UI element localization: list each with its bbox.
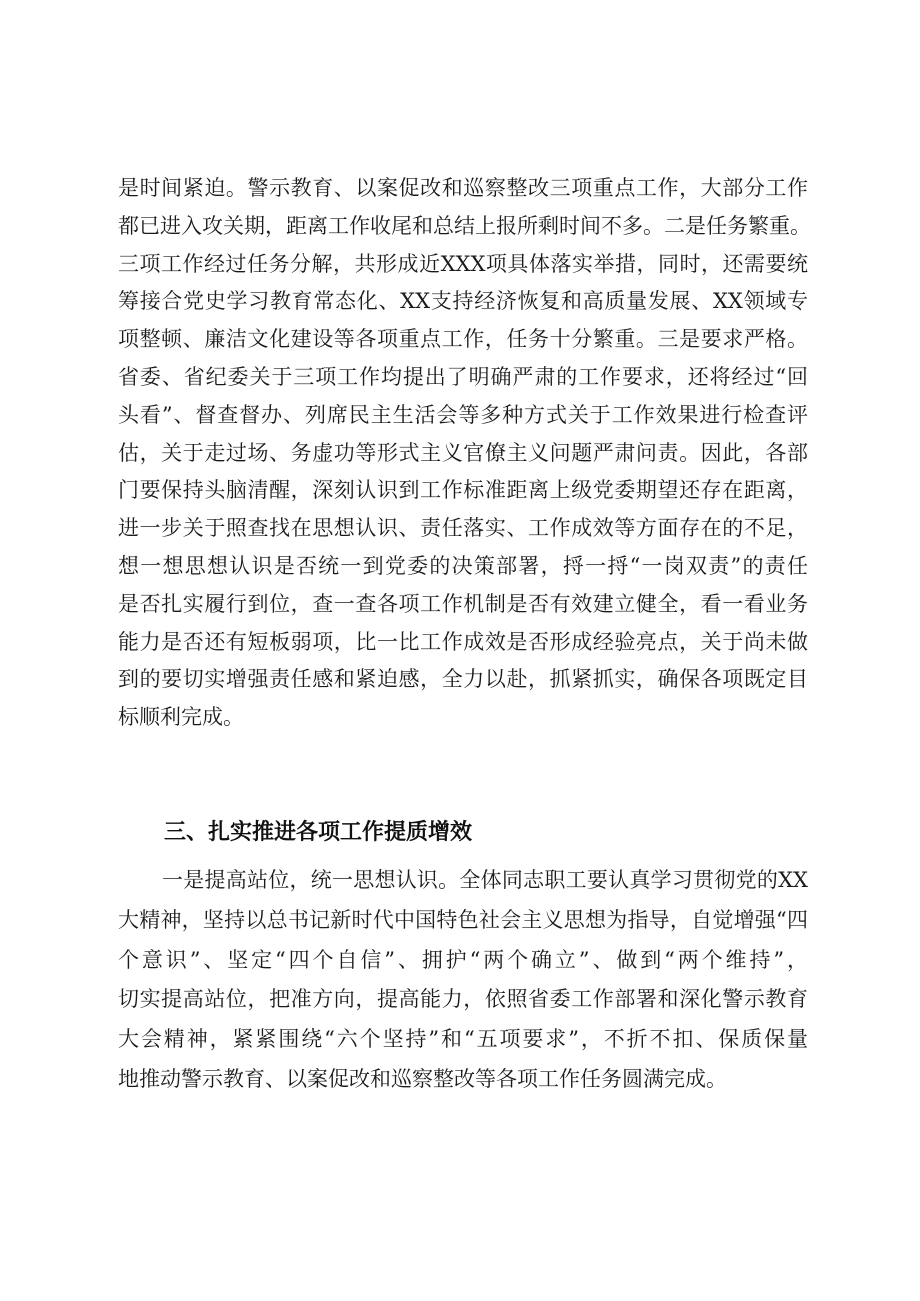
paragraph-line: 项整顿、廉洁文化建设等各项重点工作，任务十分繁重。三是要求严格。 <box>118 327 808 352</box>
paragraph-line: 都已进入攻关期，距离工作收尾和总结上报所剩时间不多。二是任务繁重。 <box>118 213 811 238</box>
paragraph-line: 是否扎实履行到位，查一查各项工作机制是否有效建立健全，看一看业务 <box>118 591 808 616</box>
paragraph-line: 估，关于走过场、务虚功等形式主义官僚主义问题严肃问责。因此，各部 <box>118 440 808 465</box>
paragraph-line: 能力是否还有短板弱项，比一比工作成效是否形成经验亮点，关于尚未做 <box>118 629 808 654</box>
section-heading: 三、扎实推进各项工作提质增效 <box>164 820 473 845</box>
paragraph-line: 大精神，坚持以总书记新时代中国特色社会主义思想为指导，自觉增强“四 <box>118 907 808 932</box>
paragraph-line: 标顺利完成。 <box>118 705 244 730</box>
body-paragraph <box>118 170 811 737</box>
paragraph-line: 门要保持头脑清醒，深刻认识到工作标准距离上级党委期望还存在距离， <box>118 478 808 503</box>
paragraph-line: 进一步关于照查找在思想认识、责任落实、工作成效等方面存在的不足， <box>118 516 808 541</box>
paragraph-line: 切实提高站位，把准方向，提高能力，依照省委工作部署和深化警示教育 <box>118 987 808 1012</box>
paragraph-line: 省委、省纪委关于三项工作均提出了明确严肃的工作要求，还将经过“回 <box>118 364 808 389</box>
paragraph-line: 地推动警示教育、以案促改和巡察整改等各项工作任务圆满完成。 <box>118 1066 727 1091</box>
paragraph-line: 一是提高站位，统一思想认识。全体同志职工要认真学习贯彻党的XX <box>162 868 808 892</box>
body-paragraph <box>118 861 808 1100</box>
paragraph-line: 三项工作经过任务分解，共形成近XXX项具体落实举措，同时，还需要统 <box>118 251 808 276</box>
paragraph-line: 个意识”、坚定“四个自信”、拥护“两个确立”、做到“两个维持”， <box>118 947 808 972</box>
paragraph-line: 是时间紧迫。警示教育、以案促改和巡察整改三项重点工作，大部分工作 <box>118 176 808 200</box>
paragraph-line: 筹接合党史学习教育常态化、XX支持经济恢复和高质量发展、XX领域专 <box>118 289 808 314</box>
paragraph-line: 到的要切实增强责任感和紧迫感，全力以赴，抓紧抓实，确保各项既定目 <box>118 667 808 692</box>
paragraph-line: 头看”、督查督办、列席民主生活会等多种方式关于工作效果进行检查评 <box>118 402 808 427</box>
paragraph-line: 想一想思想认识是否统一到党委的决策部署，捋一捋“一岗双责”的责任 <box>118 553 808 578</box>
paragraph-line: 大会精神，紧紧围绕“六个坚持”和“五项要求”，不折不扣、保质保量 <box>118 1027 808 1052</box>
